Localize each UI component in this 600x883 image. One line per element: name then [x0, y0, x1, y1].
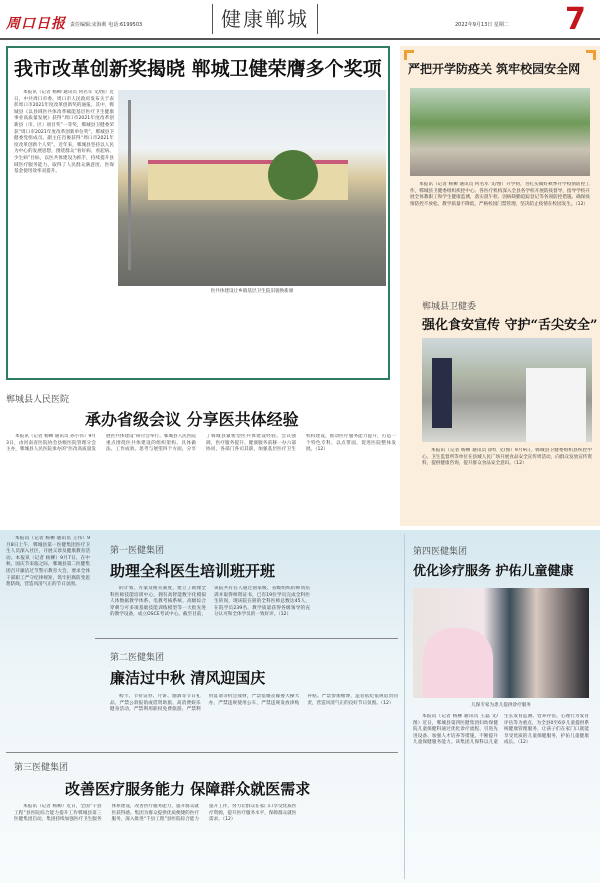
- divider: [95, 638, 398, 639]
- group2-body: 购卡、节价证券、月饼、烟酒等节日礼品，严禁公款报销或借资助旅、高消费娱乐健身活动，严禁利用职权免费旅游、严禁利用宴请等机会敛财，严禁借婚丧嫁娶大操大办，严禁违规使用公车，严禁违规发放津贴补贴。严禁参加赌博，违者依纪依规追责问责，营造风清气正的良好节日氛围。（12）: [110, 694, 398, 713]
- sidebar-news: [400, 46, 600, 526]
- group4-body: 本报讯（记者 杨柳 通讯员 王磊 文/图）近日，郸城县第四医健集团妇幼保健院儿童保健科通过优化诊疗流程、引进先进设备、加强人才培养等措施，不断提升儿童保健服务能力。该集团儿保科以儿童生长发育监测、营养评估、心理行为发育评估等为重点，为全县0至6岁儿童提供系统健康管理服务，让孩子们在家门口就能享受优质的儿童保健服务，护佑儿童健康成长。（12）: [413, 714, 589, 746]
- sidebar-mid-body: 本报讯（记者 杨柳 通讯员 徐红 文/图）9月9日，郸城县卫健委组织县疾控中心、卫生监督所等单位在县城人民广场开展食品安全宣传周活动，向群众发放宣传资料，提供健康咨询，提升群众食品安全意识。（12）: [422, 448, 592, 467]
- group4-kicker: 第四医健集团: [413, 547, 468, 557]
- newspaper-logo: 周口日报: [6, 16, 66, 32]
- school-epidemic-photo: [410, 88, 590, 176]
- group1-kicker: 第一医健集团: [110, 546, 165, 556]
- lower-left-column: 本报讯（记者 杨柳 通讯员 王伟）9月8日上午，郸城县第一医健集团医疗卫生人员深入社区，开展义诊及健康教育活动。本报讯（记者 杨柳）9月7日，在中秋、国庆节来临之际，郸城县第二医健集团召开廉洁过节警示教育大会，要求全体干部职工严守纪律规矩，筑牢拒腐防变思想防线，营造风清气正的节日氛围。: [6, 536, 90, 588]
- corner-decoration: [404, 50, 414, 60]
- group4-headline: 优化诊疗服务 护佑儿童健康: [413, 564, 574, 579]
- group1-body-right: [310, 540, 396, 634]
- group4-article: [404, 534, 594, 879]
- corner-decoration: [586, 50, 596, 60]
- sidebar-mid-kicker: 郸城县卫健委: [422, 302, 477, 312]
- group3-kicker: 第三医健集团: [14, 763, 69, 773]
- sidebar-top-body: 本报讯（记者 杨柳 通讯员 何名军 文/图）开学初，为扎实做好秋季开学疫情防控工作，郸城县卫健委组织疾控中心、各医疗机构深入全县各学校开展防疫督导，指导学校开展全体教职工和学生健康监测，落实晨午检、因病缺勤追踪登记等各项防控措施。确保疫情防控不放松、教学质量不降低，严格校园门禁管理，坚决防止疫情在校园发生。（12）: [410, 182, 590, 207]
- lead-headline: 我市改革创新奖揭晓 郸城卫健荣膺多个奖项: [14, 58, 382, 80]
- group4-photo-caption: 儿保专家为患儿提供诊疗服务: [471, 703, 531, 708]
- issue-date: 2022年9月13日 星期二: [455, 22, 509, 28]
- sidebar-top-headline: 严把开学防疫关 筑牢校园安全网: [408, 62, 581, 76]
- sidebar-mid-headline: 强化食安宣传 守护“舌尖安全”: [422, 318, 598, 333]
- group1-body: 的计划、方案及相关制度，建立了助理全科医师技能培训中心，拥有高智能数字化模拟人体数据教学体系、电教考核系统、高级综合穿刺与可多项基础技能训练模型等一大批先进的教学设备，成立OSCE考试中心。截至目前，该院共有任人通过国家级、省级组织的师资培训并取得师资证书，已有19位学员完成全科医生转岗，现该院在册的全科医师总数达45人，在院学员239名，教学质量获得各级领导的充分认可和全体学员的一致好评。（12）: [110, 586, 310, 618]
- hospital-headline: 承办省级会议 分享医共体经验: [85, 410, 299, 429]
- section-title: 健康郸城: [212, 4, 318, 34]
- page-number: 7: [565, 2, 586, 37]
- food-safety-photo: [422, 338, 592, 442]
- hospital-courtyard-photo: [118, 90, 386, 286]
- group2-kicker: 第二医健集团: [110, 653, 165, 663]
- lead-article: [6, 46, 390, 380]
- masthead-rule: [0, 38, 600, 40]
- lead-body-continued: [118, 300, 386, 376]
- lead-body: 本报讯（记者 杨柳 通讯员 何名军 文/图）近日，中共周口市委、周口市人民政府发布关于表彰周口市2021年度改革创新奖的通报。其中，郸城县《以县域医共体改革赋能基层医疗卫生健康事业高质量发展》获得“周口市2021年度改革创新县（市、区）项目奖”一等奖，郸城县卫健委荣获“周口市2021年度改革创新单位奖”，郸城县卫健委党组成员、副主任肖俊获得“周口市2021年度改革创新个人奖”。近年来，郸城县坚持以人民为中心的发展思想，围绕群众“看好病、看起病、少生病”目标，以医共体建设为抓手，持续提升县域医疗服务能力，取得了人民群众满意度、医保基金使用效率双提升。: [14, 90, 114, 175]
- editor-line: 责任编辑:宋海莉 电话:6199503: [70, 22, 143, 28]
- hospital-body: 本报讯（记者 杨柳 通讯员 孙小伟）9月3日，由河南省医院协会县级医院管理分会主办，郸城县人民医院承办的“医改高质量发展医共体建设”研讨会举行。郸城县人民医院重点围绕医共体建设的组织架构、具体做法、工作成效、思考与展望四个方面，分享了郸城县紧密型医共体建设经验。会议强调，医疗服务提升、健康服务前移一办六部协同，各部门各司其职，加强基层医疗卫生机构建设，推动医疗服务能力提升，打造一个特色专科，以点带面，促进医院整体发展。（12）: [6, 434, 396, 453]
- lead-photo-caption: 医共体建设让乡镇基层卫生院旧貌换新颜: [210, 289, 294, 294]
- child-care-photo: [413, 588, 589, 698]
- group2-headline: 廉洁过中秋 清风迎国庆: [110, 669, 266, 687]
- group3-headline: 改善医疗服务能力 保障群众就医需求: [65, 780, 311, 798]
- hospital-kicker: 郸城县人民医院: [6, 395, 70, 405]
- divider: [6, 752, 398, 753]
- group1-headline: 助理全科医生培训班开班: [110, 562, 276, 580]
- group3-body: 本报讯（记者 杨柳）近日，全国“千县工程”县医院综合能力提升工作郸城县第三医健集团启动，集团持续加强医疗卫生服务体系建设，改善医疗服务能力，提升群众就医获得感。集团为群众提供优质便捷的医疗服务，深入推进“千县工程”县医院综合能力提升工作，努力让群众在家门口享受优质医疗资源，提升医疗服务水平，保障群众就医需求。（12）: [14, 804, 297, 823]
